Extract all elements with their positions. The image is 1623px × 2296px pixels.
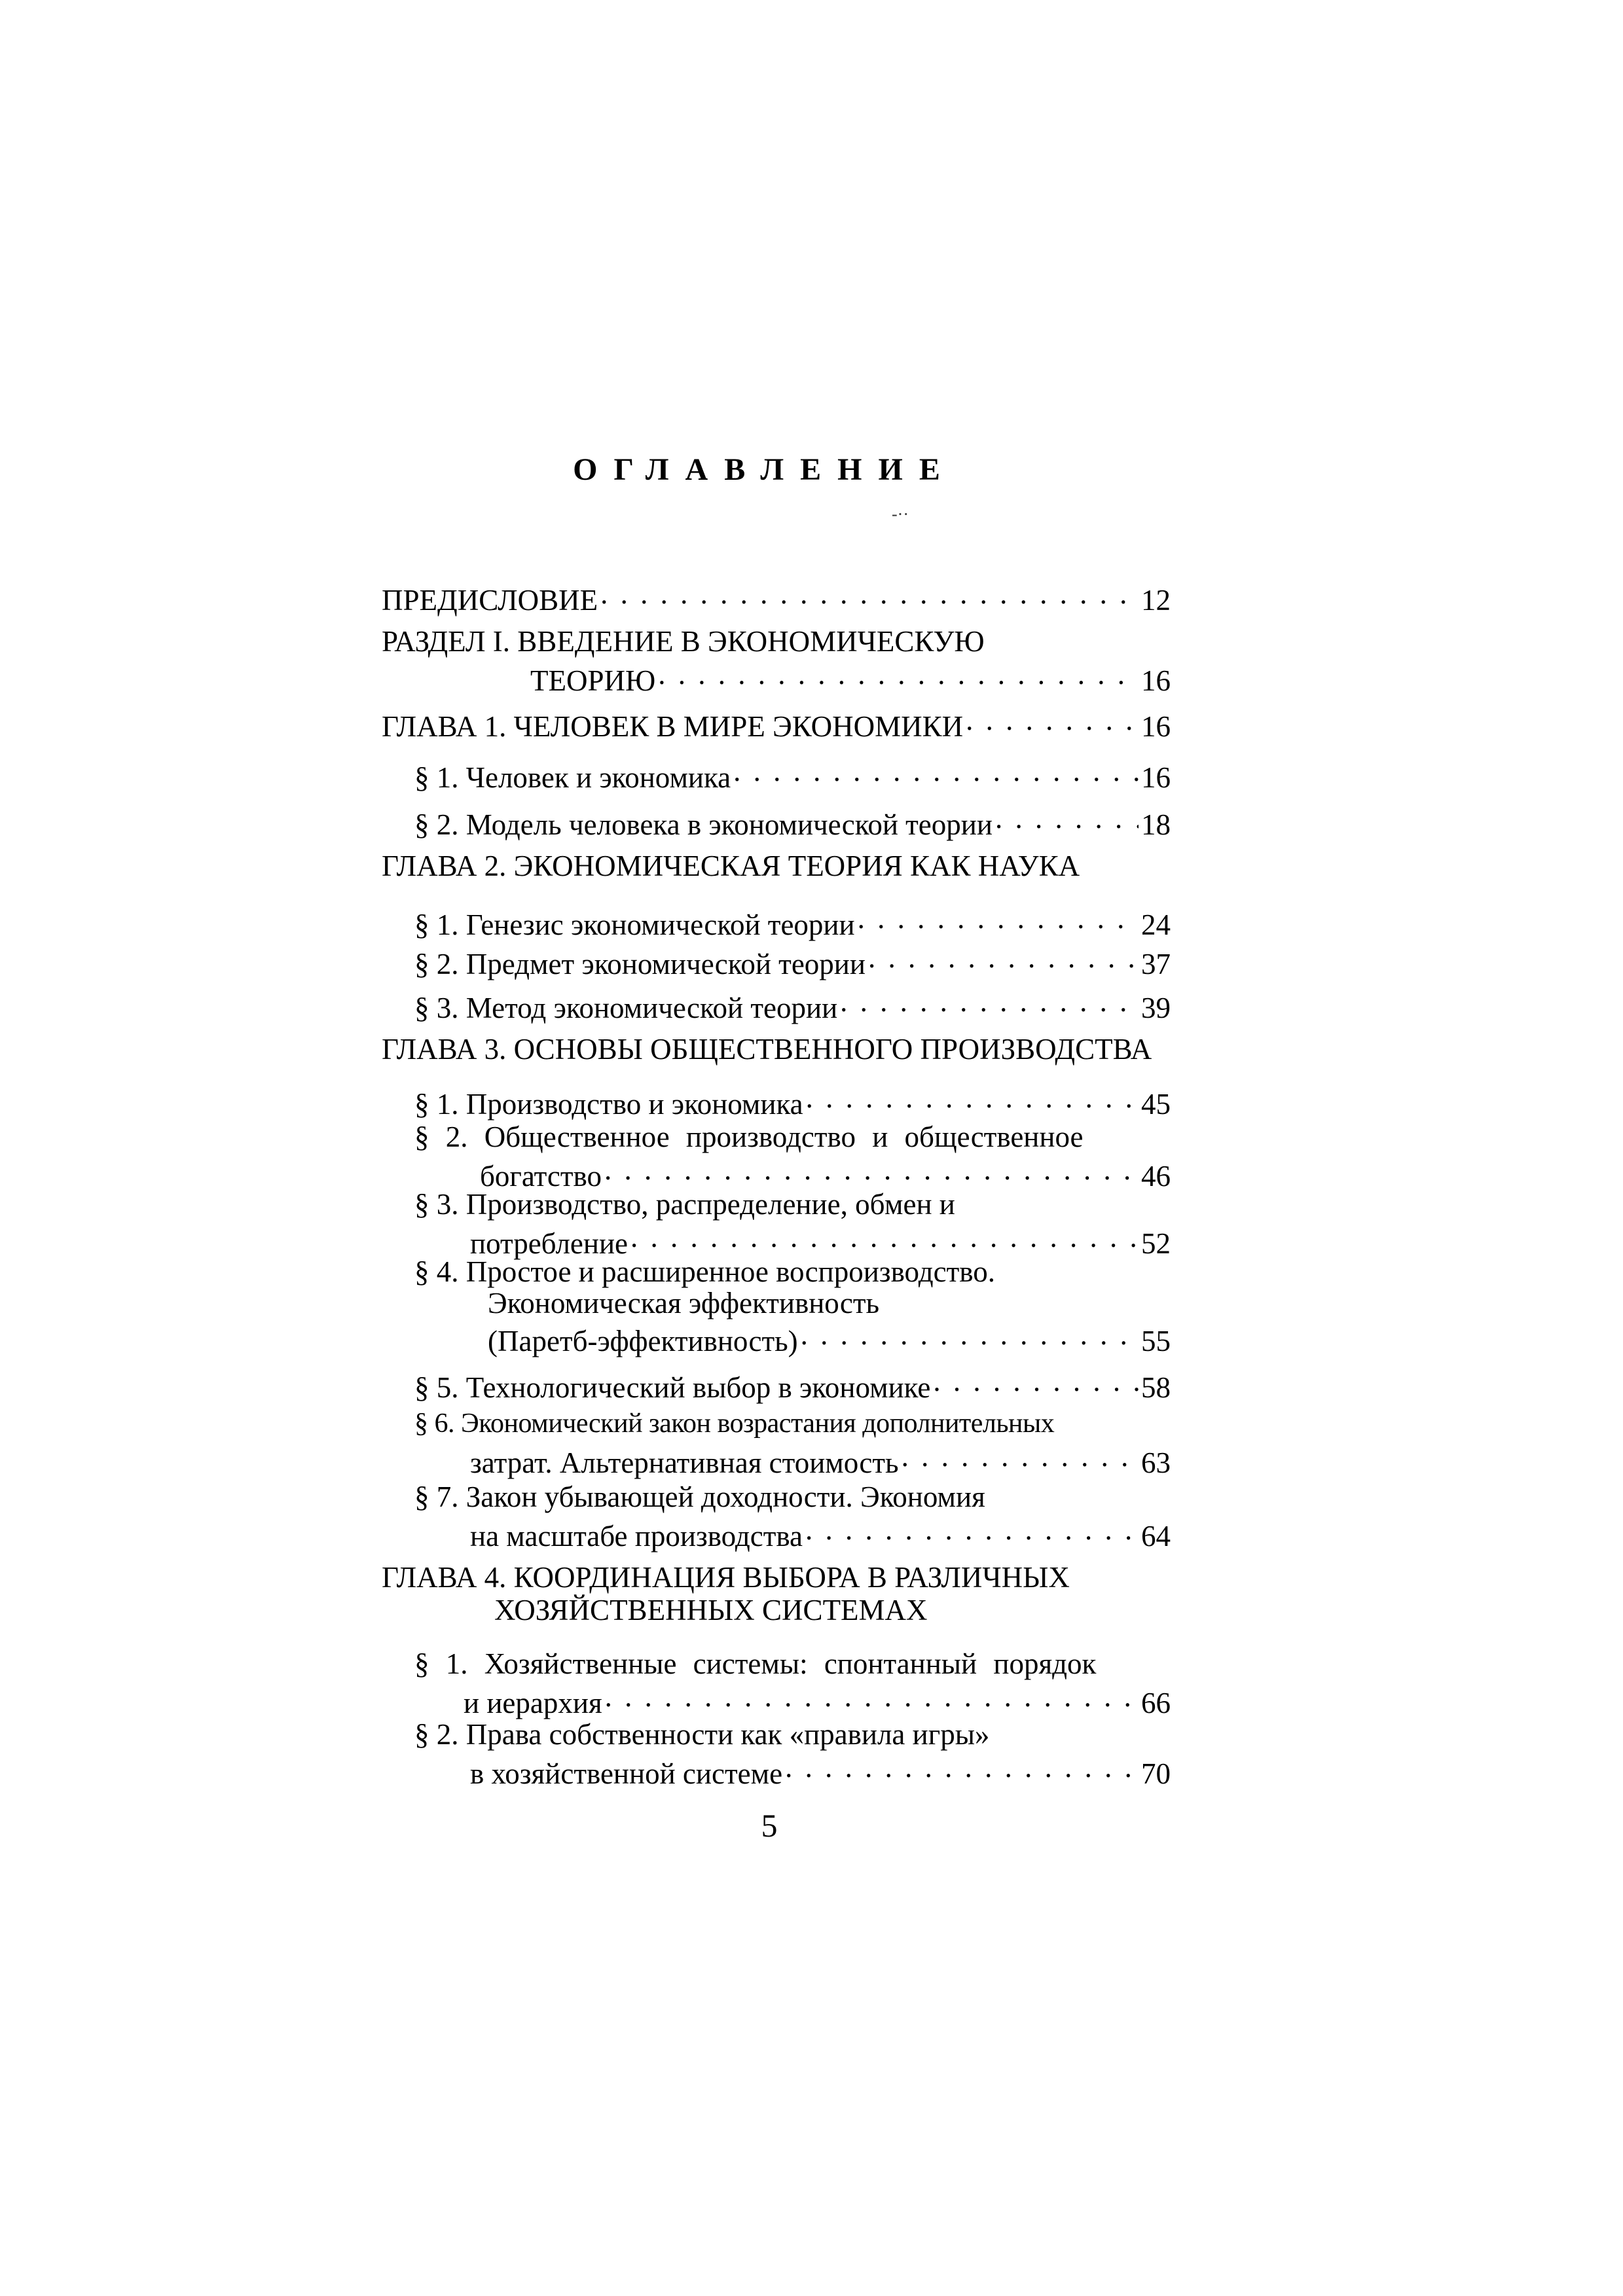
toc-chapter-heading[interactable]: ГЛАВА 4. КООРДИНАЦИЯ ВЫБОРА В РАЗЛИЧНЫХ <box>382 1561 1070 1594</box>
toc-entry[interactable] <box>480 1153 1171 1193</box>
toc-leader-dots <box>902 1440 1139 1473</box>
toc-entry[interactable] <box>530 658 1171 697</box>
toc-entry-text: (Паретб-эффективность) <box>488 1325 798 1357</box>
toc-entry-line: § 3. Производство, распределение, обмен и <box>414 1188 955 1221</box>
toc-entry[interactable] <box>414 985 1171 1024</box>
toc-entry-page: 66 <box>1141 1687 1171 1719</box>
toc-leader-dots <box>995 802 1139 834</box>
toc-entry[interactable] <box>470 1440 1171 1479</box>
toc-entry-text: § 2. Модель человека в экономической теории <box>414 808 993 841</box>
toc-entry-page: 46 <box>1141 1160 1171 1193</box>
toc-entry-page: 16 <box>1141 761 1171 794</box>
toc-entry-text: и иерархия <box>464 1687 602 1719</box>
toc-entry-line: § 4. Простое и расширенное воспроизводство. <box>414 1255 995 1288</box>
toc-leader-dots <box>801 1318 1139 1351</box>
toc-entry-page: 70 <box>1141 1757 1171 1790</box>
toc-entry[interactable] <box>470 1751 1171 1790</box>
toc-chapter-heading-continued: ХОЗЯЙСТВЕННЫХ СИСТЕМАХ <box>494 1594 928 1626</box>
toc-entry[interactable] <box>414 902 1171 941</box>
toc-entry-page: 63 <box>1141 1446 1171 1479</box>
toc-leader-dots <box>933 1365 1139 1397</box>
toc-leader-dots <box>806 1081 1139 1114</box>
toc-entry[interactable] <box>414 941 1171 980</box>
toc-entry-text: богатство <box>480 1160 602 1193</box>
toc-entry-page: 16 <box>1141 664 1171 697</box>
toc-entry-text: в хозяйственной системе <box>470 1757 783 1790</box>
page-number: 5 <box>761 1807 778 1844</box>
toc-entry-page: 58 <box>1141 1371 1171 1404</box>
toc-entry-page: 64 <box>1141 1520 1171 1552</box>
toc-entry-text: ТЕОРИЮ <box>530 664 656 697</box>
toc-leader-dots <box>605 1680 1139 1713</box>
toc-entry[interactable] <box>382 577 1171 617</box>
toc-entry[interactable] <box>382 704 1171 743</box>
toc-entry-text: потребление <box>470 1227 629 1260</box>
toc-entry-page: 12 <box>1141 584 1171 617</box>
toc-chapter-heading[interactable]: ГЛАВА 3. ОСНОВЫ ОБЩЕСТВЕННОГО ПРОИЗВОДСТВА <box>382 1033 1152 1066</box>
toc-entry-text: § 1. Производство и экономика <box>414 1088 803 1121</box>
toc-entry-page: 16 <box>1141 710 1171 743</box>
toc-entry-line: Экономическая эффективность <box>488 1287 880 1319</box>
toc-entry[interactable] <box>470 1513 1171 1552</box>
toc-entry[interactable] <box>414 802 1171 841</box>
toc-leader-dots <box>658 658 1139 691</box>
toc-leader-dots <box>805 1513 1139 1546</box>
toc-entry-line: § 2. Общественное производство и общественное <box>414 1121 1084 1153</box>
title-ornament: -·· <box>892 505 909 524</box>
toc-entry-line: РАЗДЕЛ I. ВВЕДЕНИЕ В ЭКОНОМИЧЕСКУЮ <box>382 625 985 658</box>
toc-entry-page: 18 <box>1141 808 1171 841</box>
toc-entry[interactable] <box>414 1081 1171 1121</box>
toc-entry[interactable] <box>488 1318 1171 1357</box>
toc-entry[interactable] <box>464 1680 1171 1719</box>
toc-entry-page: 45 <box>1141 1088 1171 1121</box>
toc-entry-text: затрат. Альтернативная стоимость <box>470 1446 899 1479</box>
toc-entry-page: 37 <box>1141 948 1171 980</box>
toc-entry-line: § 2. Права собственности как «правила игры» <box>414 1718 990 1751</box>
toc-entry-text: ПРЕДИСЛОВИЕ <box>382 584 598 617</box>
toc-entry-page: 24 <box>1141 908 1171 941</box>
toc-entry-text: § 1. Генезис экономической теории <box>414 908 855 941</box>
toc-entry-text: § 5. Технологический выбор в экономике <box>414 1371 931 1404</box>
toc-entry-line: § 1. Хозяйственные системы: спонтанный порядок <box>414 1647 1097 1680</box>
toc-leader-dots <box>600 577 1139 610</box>
toc-leader-dots <box>858 902 1139 935</box>
toc-chapter-heading[interactable]: ГЛАВА 2. ЭКОНОМИЧЕСКАЯ ТЕОРИЯ КАК НАУКА <box>382 850 1080 882</box>
toc-entry-text: § 3. Метод экономической теории <box>414 992 838 1024</box>
toc-entry-line: § 7. Закон убывающей доходности. Экономия <box>414 1480 985 1513</box>
toc-entry-page: 55 <box>1141 1325 1171 1357</box>
toc-entry-page: 52 <box>1141 1227 1171 1260</box>
toc-leader-dots <box>630 1221 1139 1253</box>
toc-entry-text: на масштабе производства <box>470 1520 803 1552</box>
toc-leader-dots <box>966 704 1139 736</box>
toc-leader-dots <box>785 1751 1139 1784</box>
toc-entry-page: 39 <box>1141 992 1171 1024</box>
toc-entry[interactable] <box>470 1221 1171 1260</box>
toc-leader-dots <box>840 985 1139 1018</box>
toc-entry[interactable] <box>414 755 1171 794</box>
toc-leader-dots <box>604 1153 1139 1186</box>
toc-entry-text: ГЛАВА 1. ЧЕЛОВЕК В МИРЕ ЭКОНОМИКИ <box>382 710 964 743</box>
toc-leader-dots <box>868 941 1139 974</box>
page-title: ОГЛАВЛЕНИЕ <box>573 452 957 487</box>
toc-entry-text: § 2. Предмет экономической теории <box>414 948 866 980</box>
toc-entry-line: § 6. Экономический закон возрастания дополнительных <box>414 1408 1055 1439</box>
toc-entry-text: § 1. Человек и экономика <box>414 761 731 794</box>
toc-leader-dots <box>733 755 1139 787</box>
toc-entry[interactable] <box>414 1365 1171 1404</box>
